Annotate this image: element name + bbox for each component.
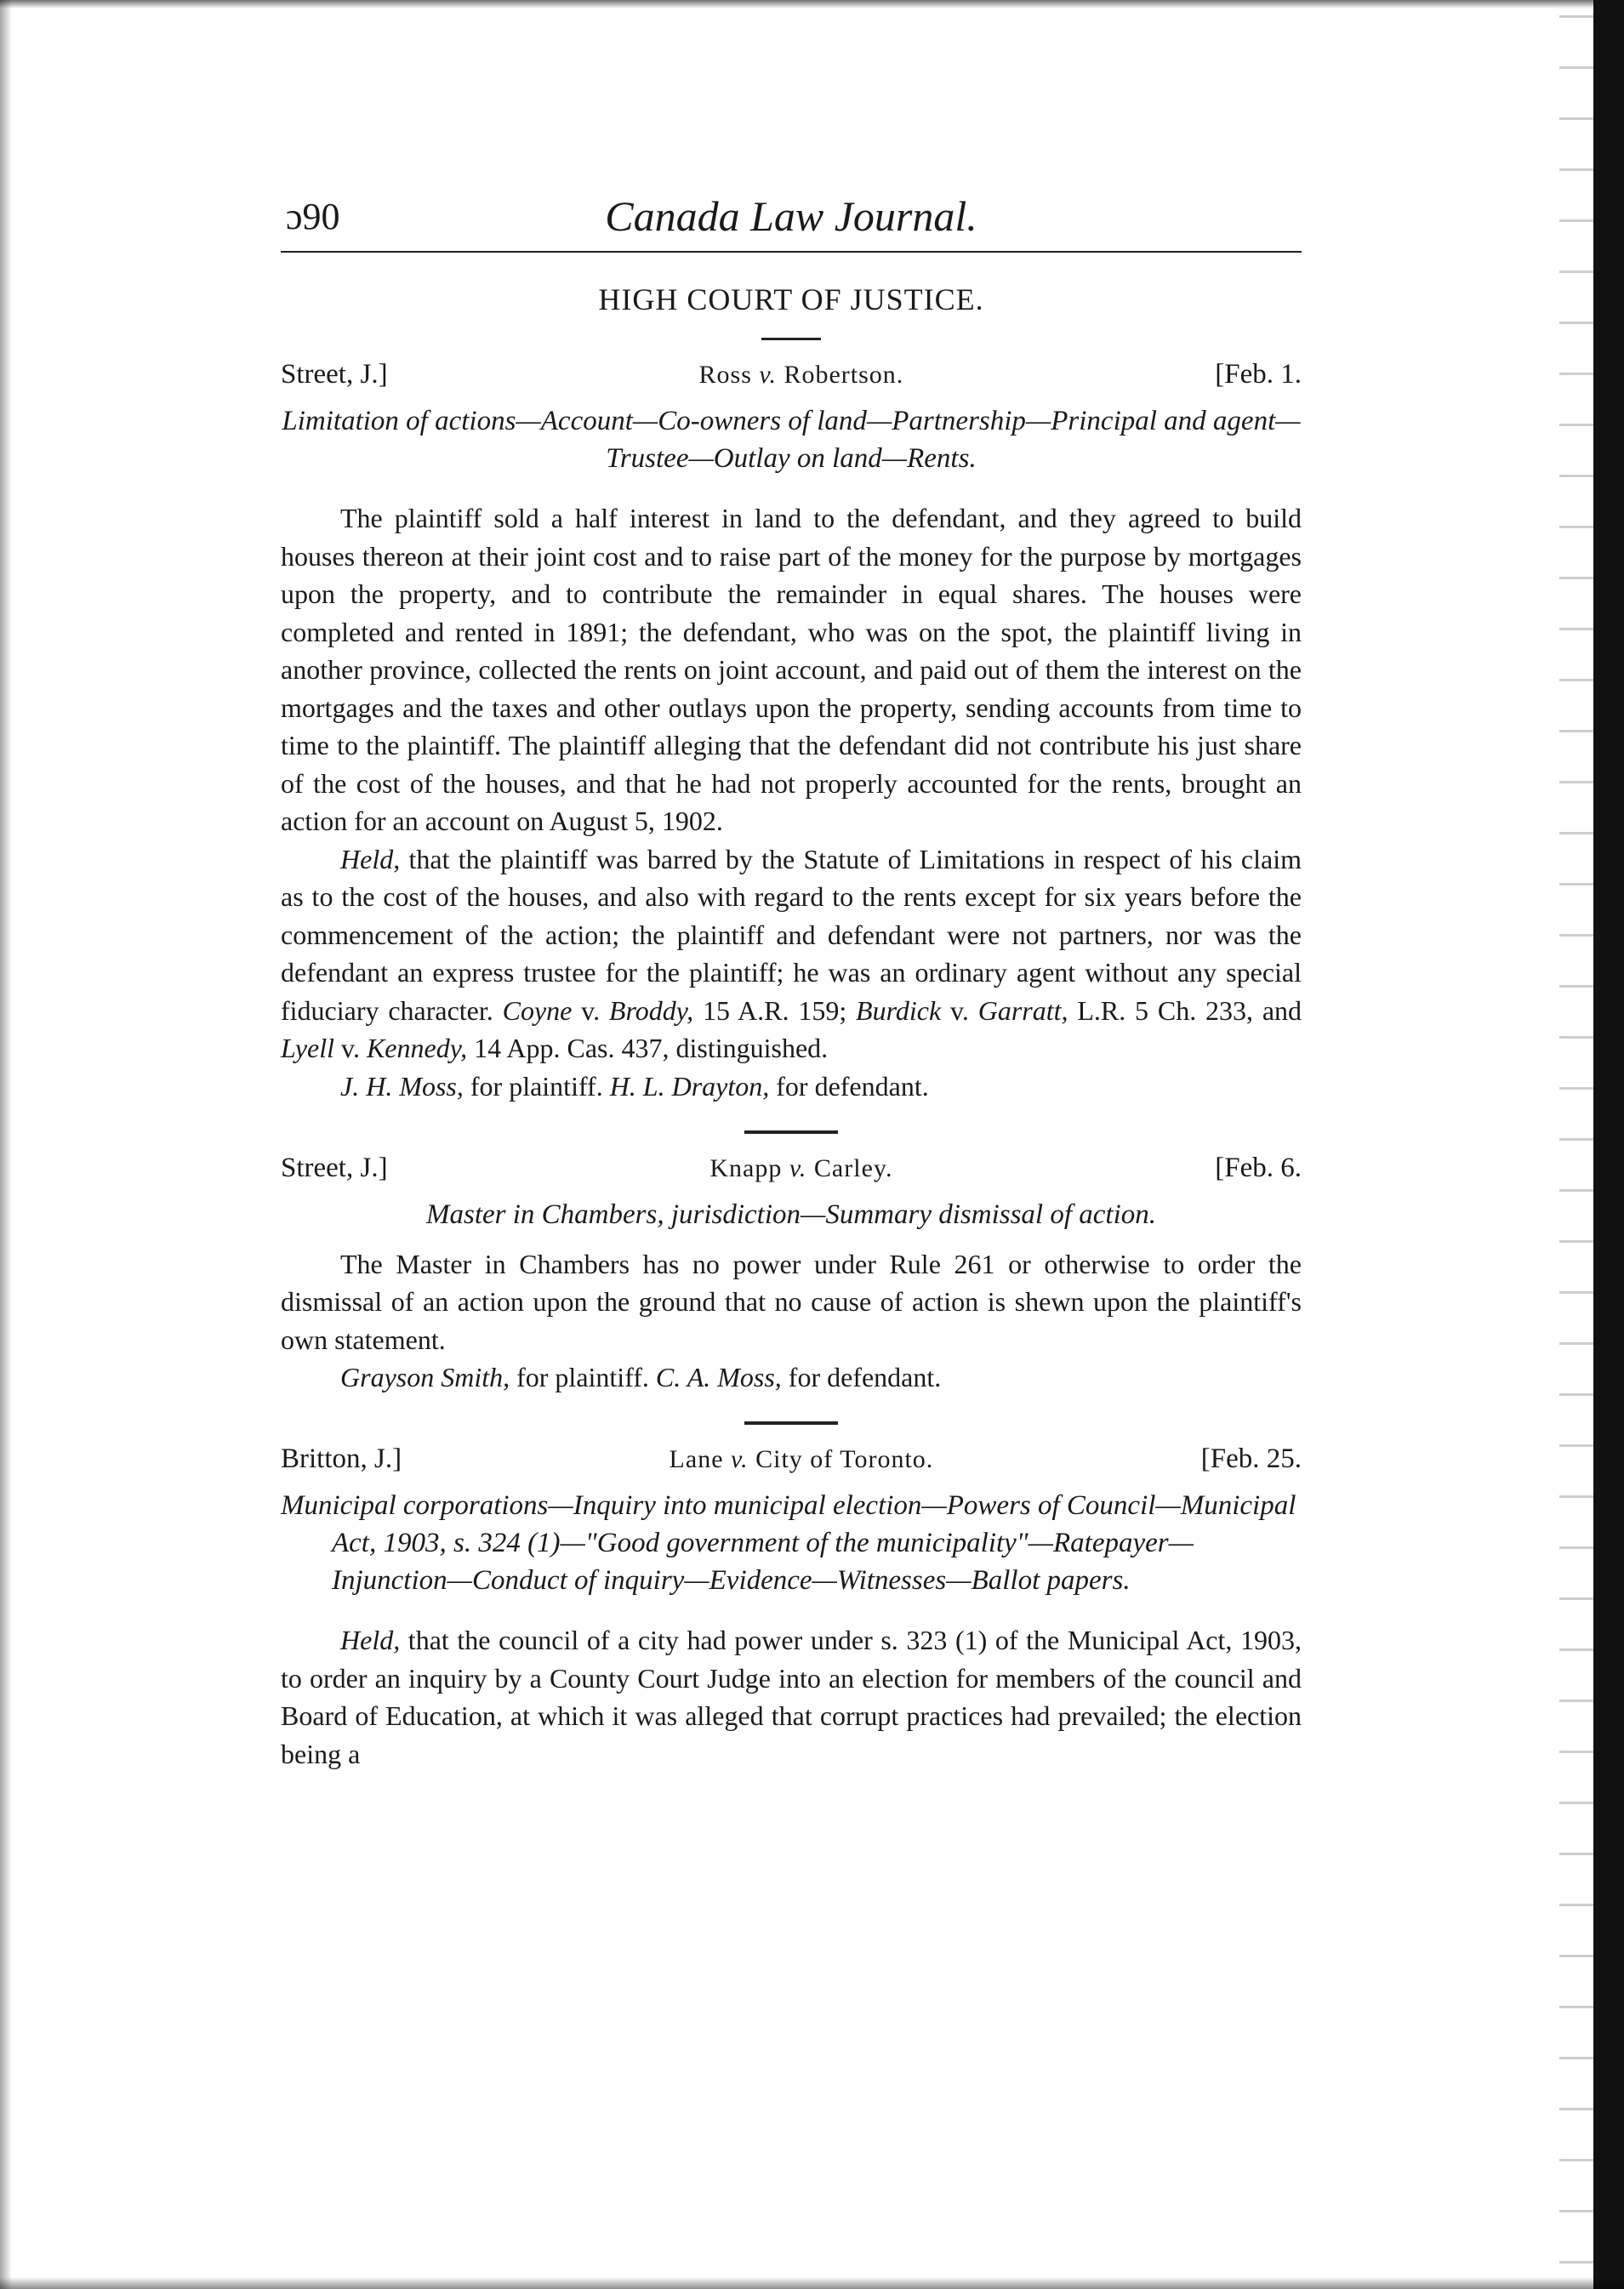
case-party-b: Robertson.: [784, 361, 904, 389]
citation-name: Lyell: [281, 1033, 335, 1063]
divider: [761, 338, 821, 340]
case-party-a: Ross: [698, 361, 752, 389]
page: [281, 191, 1302, 1773]
case-header: [281, 359, 1302, 390]
citation-v: v.: [334, 1033, 367, 1063]
case-versus: v.: [759, 361, 777, 389]
case-date: [Feb. 1.: [1215, 359, 1302, 390]
scan-right-noise: [1559, 0, 1593, 2289]
scan-right-edge: [1593, 0, 1624, 2289]
citation-v: v.: [572, 994, 609, 1026]
case-lane-v-city-of-toronto: [281, 1443, 1302, 1773]
counsel-defendant: H. L. Drayton,: [609, 1070, 770, 1102]
counsel-role: for defendant.: [781, 1362, 942, 1392]
case-party-b: City of Toronto.: [755, 1445, 934, 1473]
case-headnote: Master in Chambers, jurisdiction—Summary dismissal of action.: [425, 1199, 1157, 1230]
citation-v: v.: [941, 994, 978, 1026]
case-judge: Street, J.]: [281, 1152, 388, 1183]
citation-ref: L.R. 5 Ch. 233, and: [1068, 994, 1302, 1026]
case-knapp-v-carley: [281, 1153, 1302, 1397]
case-judge: Britton, J.]: [281, 1443, 402, 1474]
counsel-defendant: C. A. Moss,: [655, 1362, 782, 1392]
counsel-plaintiff: Grayson Smith,: [340, 1362, 510, 1392]
page-number: ɔ90: [286, 196, 340, 237]
case-headnote: Municipal corporations—Inquiry into municipal election—Powers of Council—Municipal Act, 1903, s. 324 (1)—"Good government of the municipality"—Ratepayer—Injunction—Conduct of inquiry—Evidence—Witnesses—Ballot papers.: [281, 1490, 1296, 1596]
case-party-a: Knapp: [709, 1153, 783, 1182]
counsel-line: [281, 1358, 1302, 1396]
counsel-line: [281, 1068, 1302, 1105]
running-head: [281, 191, 1302, 253]
case-facts-paragraph: The plaintiff sold a half interest in land to the defendant, and they agreed to build houses thereon at their joint cost and to raise part of the money for the purpose by mortgages upon the property, and to contribute the remainder in equal shares. The houses were completed and rented in 1891; the defendant, who was on the spot, the plaintiff living in another province, collected the rents on joint account, and paid out of them the interest on the mortgages and the taxes and other outlays upon the property, sending accounts from time to time to the plaintiff. The plaintiff alleging that the defendant did not contribute his just share of the cost of the houses, and that he had not properly accounted for the rents, brought an action for an account on August 5, 1902.: [281, 503, 1302, 836]
case-holding-paragraph: [281, 1621, 1302, 1773]
held-word: Held,: [340, 843, 401, 874]
scan-bottom-edge: [0, 2277, 1624, 2289]
counsel-role: for plaintiff.: [510, 1362, 656, 1392]
case-judge: Street, J.]: [281, 359, 388, 390]
case-title: [699, 361, 904, 390]
case-versus: v.: [789, 1153, 807, 1182]
holding-text: that the council of a city had power under s. 323 (1) of the Municipal Act, 1903, to order an inquiry by a County Court Judge into an election for members of the council and Board of Education, at which it was alleged that corrupt practices had prevailed; the election being a: [281, 1625, 1302, 1769]
case-date: [Feb. 6.: [1215, 1152, 1302, 1183]
case-versus: v.: [731, 1445, 749, 1473]
citation-name: Broddy,: [608, 994, 694, 1026]
held-word: Held,: [340, 1625, 401, 1655]
journal-title: Canada Law Journal.: [605, 192, 977, 240]
counsel-role: for plaintiff.: [463, 1070, 610, 1102]
divider: [744, 1421, 838, 1425]
case-holding-paragraph: [281, 840, 1302, 1068]
case-header: [281, 1153, 1302, 1184]
case-headnote: Limitation of actions—Account—Co-owners of land—Partnership—Principal and agent—Trustee—Outlay on land—Rents.: [282, 406, 1301, 474]
case-date: [Feb. 25.: [1200, 1443, 1302, 1474]
counsel-role: for defendant.: [769, 1070, 929, 1102]
citation-name: Burdick: [856, 994, 942, 1026]
citation-name: Garratt,: [977, 994, 1068, 1026]
citation-ref: 15 A.R. 159;: [693, 994, 857, 1026]
case-header: [281, 1443, 1302, 1475]
divider: [744, 1130, 838, 1134]
case-facts-paragraph: The Master in Chambers has no power under Rule 261 or otherwise to order the dismissal of an action upon the ground that no cause of action is shewn upon the plaintiff's own statement.: [281, 1248, 1302, 1355]
holding-text: that the plaintiff was barred by the Statute of Limitations in respect of his claim as to the cost of the houses, and also with regard to the rents except for six years before the commencement of the action; the plaintiff and defendant were not partners, nor was the defendant an express trustee for the plaintiff; he was an ordinary agent without any special fiduciary character.: [281, 843, 1302, 1026]
case-title: [709, 1154, 892, 1183]
citation-name: Coyne: [502, 994, 573, 1026]
scan-top-edge: [0, 0, 1624, 9]
counsel-plaintiff: J. H. Moss,: [340, 1070, 464, 1102]
case-party-a: Lane: [669, 1445, 724, 1473]
citation-ref: 14 App. Cas. 437, distinguished.: [467, 1033, 829, 1063]
scan-left-edge: [0, 0, 12, 2289]
case-title: [670, 1445, 934, 1474]
court-heading: HIGH COURT OF JUSTICE.: [598, 282, 984, 316]
case-party-b: Carley.: [813, 1153, 893, 1182]
case-ross-v-robertson: [281, 359, 1302, 1105]
citation-name: Kennedy,: [366, 1033, 468, 1063]
